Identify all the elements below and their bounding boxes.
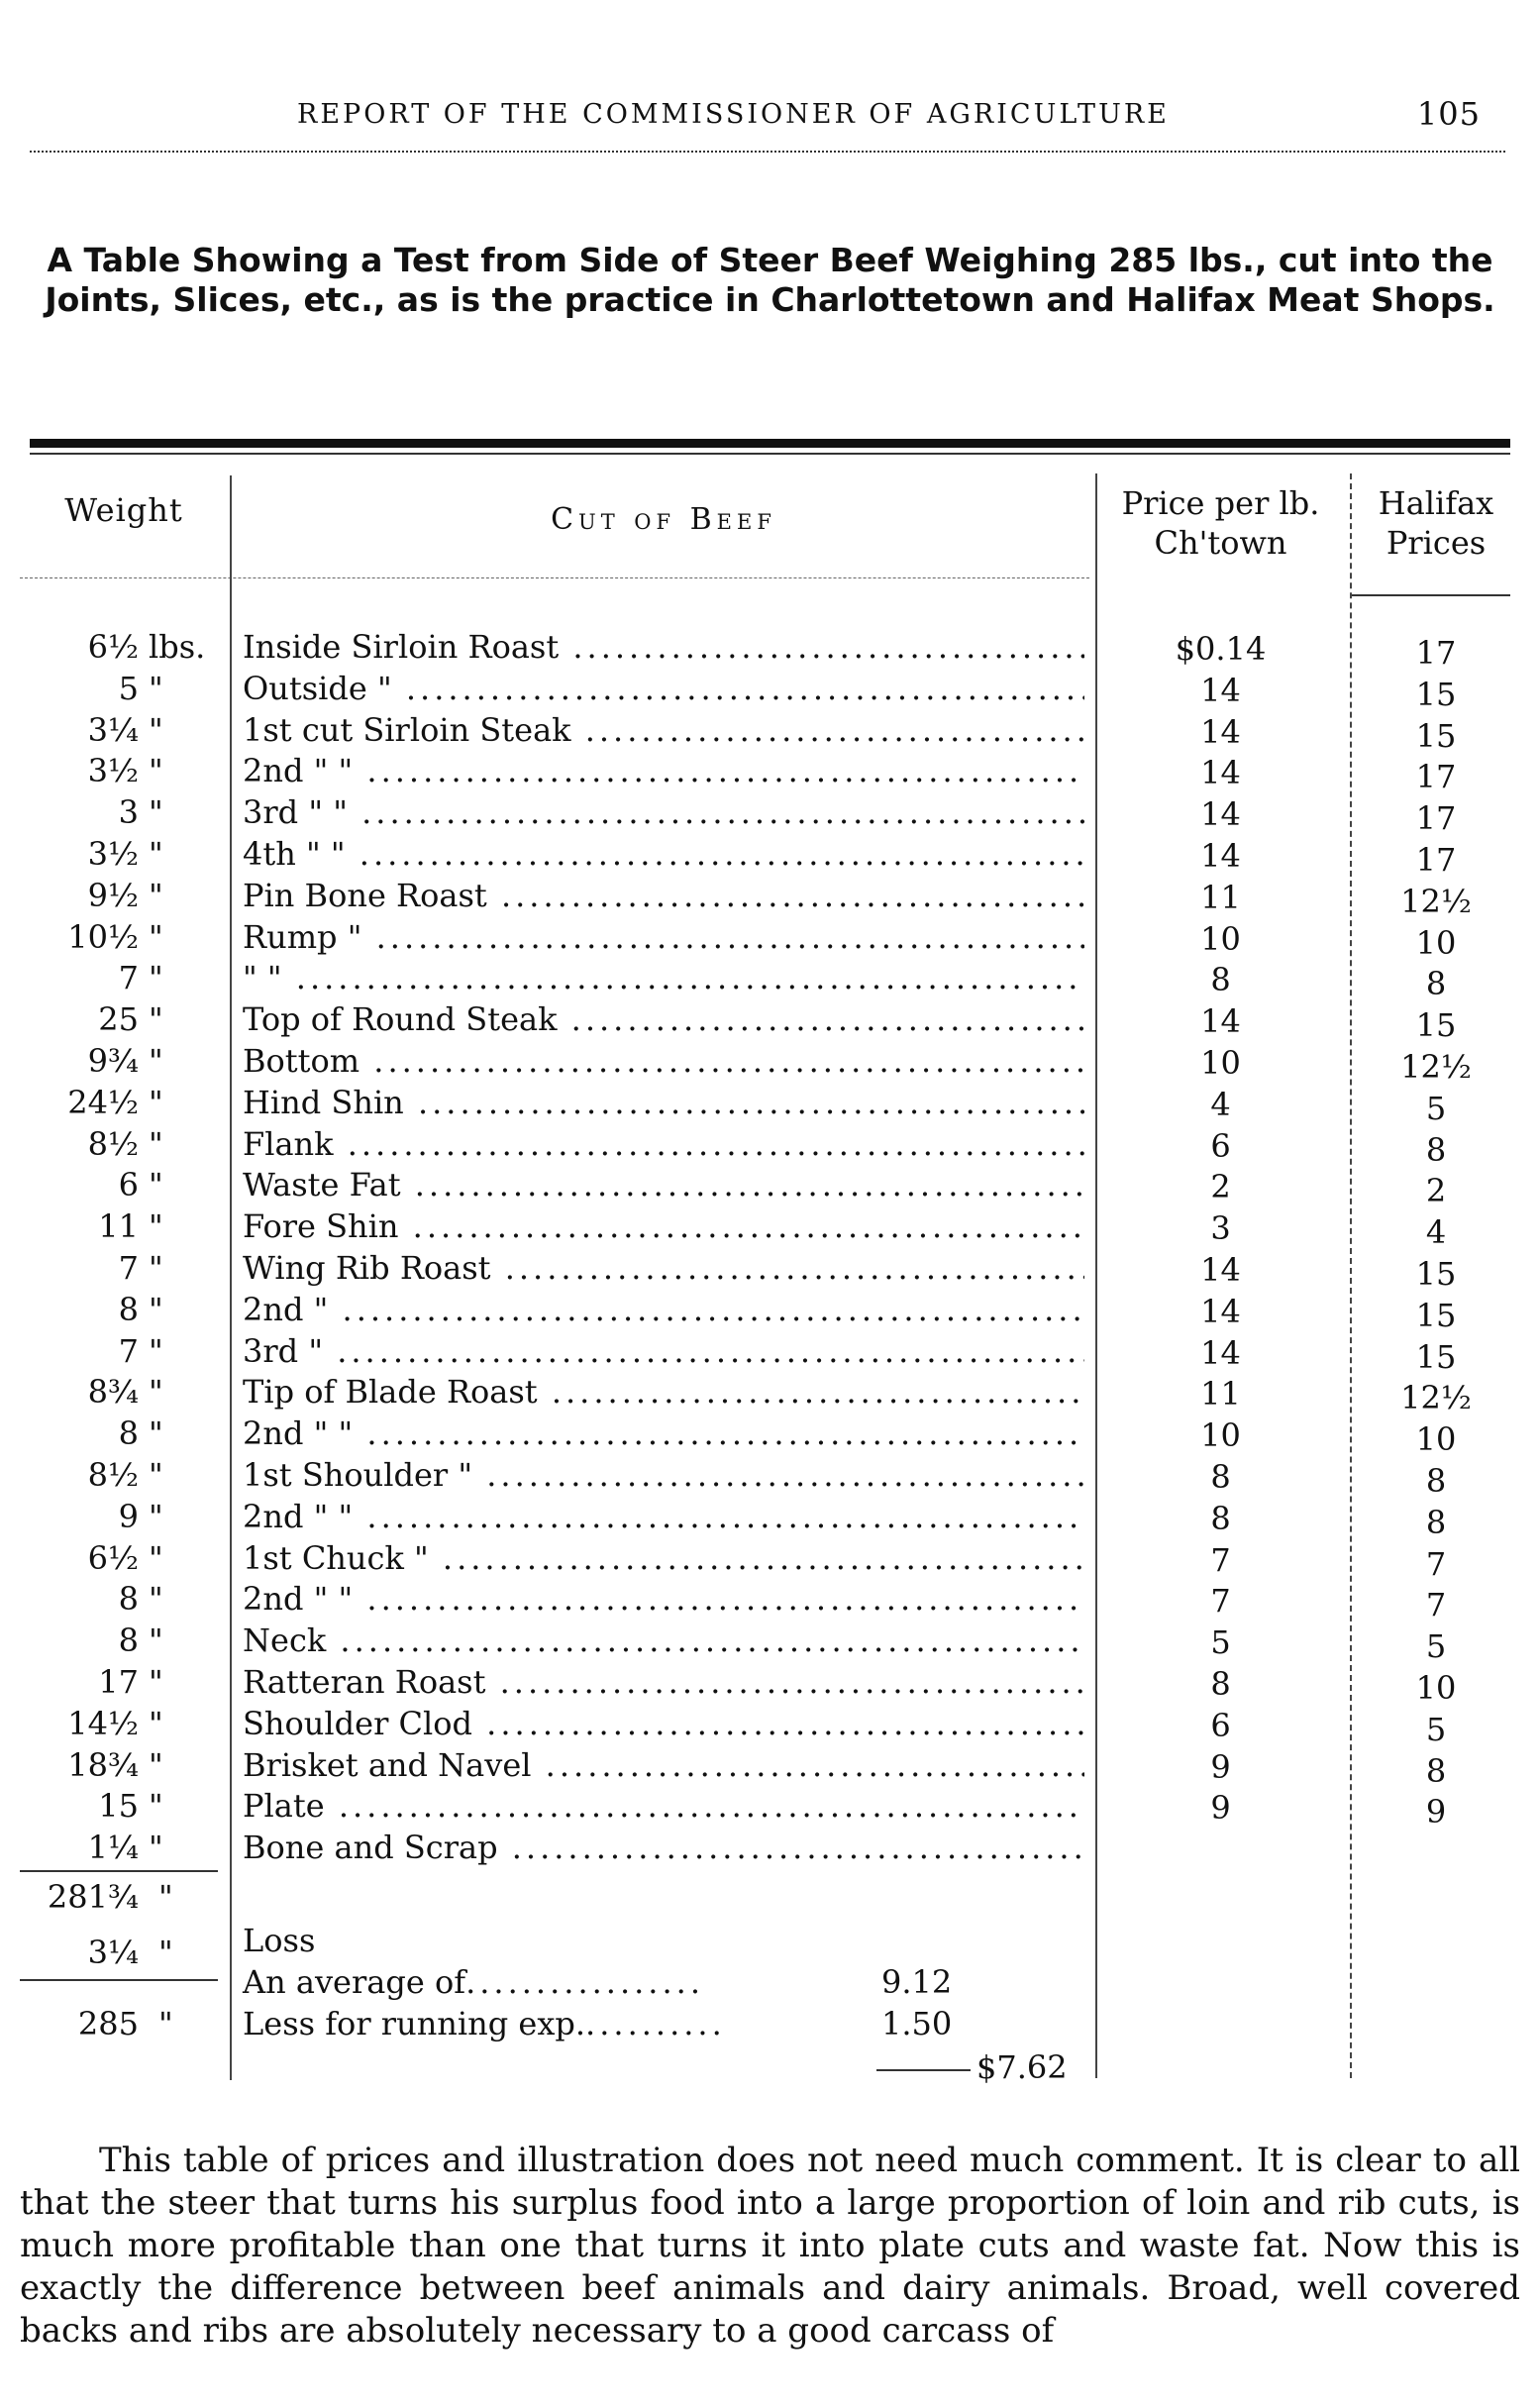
price-cell: 14 <box>1200 1250 1241 1289</box>
total-unit: " <box>158 2005 173 2042</box>
price-cell: 14 <box>1200 795 1241 834</box>
price-cell: 9 <box>1210 1789 1231 1828</box>
halifax-cell: 8 <box>1425 1461 1447 1500</box>
price-cell: 5 <box>1210 1623 1231 1662</box>
weight-cell: 8½ <box>87 1455 139 1494</box>
price-cell: 10 <box>1200 919 1241 958</box>
average-label: An average of................. <box>243 1963 704 2001</box>
unit-cell: " <box>149 1538 163 1577</box>
table-row <box>0 666 1540 713</box>
halifax-cell: 5 <box>1425 1710 1447 1748</box>
table-row <box>0 1494 1540 1541</box>
unit-cell: " <box>149 1745 163 1784</box>
cut-cell: 1st cut Sirloin Steak ..... <box>243 711 1084 749</box>
table-row <box>0 1825 1540 1866</box>
less-value: 1.50 <box>881 2005 953 2042</box>
cut-cell: 1st Shoulder " ..... <box>243 1456 1084 1494</box>
weight-cell: 25 <box>98 1000 139 1039</box>
unit-cell: " <box>149 1290 163 1328</box>
table-row <box>0 1121 1540 1169</box>
halifax-cell: 10 <box>1415 1420 1457 1459</box>
halifax-cell: 15 <box>1415 1337 1457 1376</box>
cut-cell: Brisket and Navel ..... <box>243 1746 1084 1784</box>
column-header-cut: Cut of Beef <box>551 502 776 537</box>
cut-cell: 2nd " " ..... <box>243 1414 1084 1452</box>
cut-cell: Bone and Scrap ..... <box>243 1829 1084 1866</box>
cut-cell: Top of Round Steak ..... <box>243 1000 1084 1038</box>
unit-cell: " <box>149 669 163 707</box>
weight-cell: 3½ <box>87 752 139 790</box>
table-caption: A Table Showing a Test from Side of Steer Beef Weighing 285 lbs., cut into the Joints, Slices, etc., as is the practice in Charlottetown and Halifax Meat Shops. <box>45 241 1495 319</box>
subtotal-rule <box>20 1870 218 1872</box>
table-row <box>0 1369 1540 1417</box>
header-underline-halifax <box>1352 594 1510 596</box>
cut-cell: 2nd " " ..... <box>243 1498 1084 1535</box>
price-cell: 14 <box>1200 754 1241 792</box>
unit-cell: " <box>149 1580 163 1619</box>
halifax-cell: 7 <box>1425 1586 1447 1624</box>
halifax-cell: 17 <box>1415 840 1457 879</box>
unit-cell: " <box>149 1704 163 1742</box>
cut-cell: Shoulder Clod ..... <box>243 1705 1084 1742</box>
price-cell: 4 <box>1210 1085 1231 1123</box>
halifax-cell: 7 <box>1425 1544 1447 1583</box>
weight-cell: 3¼ <box>87 710 139 749</box>
unit-cell: " <box>149 1414 163 1453</box>
unit-cell: " <box>149 793 163 832</box>
header-underline <box>20 577 1089 578</box>
table-row <box>0 1162 1540 1210</box>
price-cell: 11 <box>1200 1375 1241 1413</box>
table-row <box>0 1576 1540 1624</box>
table-row <box>0 624 1540 672</box>
unit-cell: " <box>149 1373 163 1412</box>
table-row <box>0 1038 1540 1086</box>
table-row <box>0 707 1540 755</box>
unit-cell: " <box>149 1248 163 1287</box>
unit-cell: " <box>149 1497 163 1535</box>
weight-cell: 7 <box>118 1248 139 1287</box>
unit-cell: " <box>149 1829 163 1867</box>
weight-cell: 7 <box>118 1331 139 1370</box>
price-cell: 14 <box>1200 1292 1241 1330</box>
weight-cell: 10½ <box>67 917 139 956</box>
column-header-halifax: Halifax Prices <box>1378 484 1494 562</box>
cut-cell: Bottom ..... <box>243 1042 1084 1080</box>
cut-cell: 3rd " " ..... <box>243 793 1084 831</box>
price-cell: 7 <box>1210 1582 1231 1621</box>
weight-cell: 18¾ <box>67 1745 139 1784</box>
price-cell: 2 <box>1210 1168 1231 1206</box>
halifax-cell: 12½ <box>1400 1047 1472 1086</box>
cut-cell: 2nd " " ..... <box>243 1580 1084 1618</box>
price-cell: 14 <box>1200 671 1241 709</box>
unit-cell: " <box>149 752 163 790</box>
loss-weight: 3¼ <box>87 1934 139 1971</box>
price-cell: 14 <box>1200 712 1241 751</box>
table-row <box>0 996 1540 1045</box>
table-row <box>0 1452 1540 1500</box>
halifax-cell: 5 <box>1425 1627 1447 1666</box>
price-cell: 11 <box>1200 878 1241 916</box>
price-cell: 6 <box>1210 1706 1231 1744</box>
halifax-cell: 4 <box>1425 1213 1447 1252</box>
halifax-cell: 17 <box>1415 634 1457 672</box>
price-cell: 8 <box>1210 1499 1231 1537</box>
unit-cell: lbs. <box>149 628 206 666</box>
halifax-cell: 8 <box>1425 965 1447 1003</box>
column-header-price: Price per lb. Ch'town <box>1121 484 1320 562</box>
unit-cell: " <box>149 959 163 997</box>
cut-cell: Tip of Blade Roast ..... <box>243 1373 1084 1411</box>
unit-cell: " <box>149 1166 163 1204</box>
halifax-cell: 17 <box>1415 758 1457 796</box>
cut-cell: Pin Bone Roast ..... <box>243 877 1084 914</box>
table-row <box>0 789 1540 838</box>
cut-cell: Flank ..... <box>243 1125 1084 1163</box>
weight-cell: 15 <box>98 1787 139 1826</box>
weight-cell: 17 <box>98 1662 139 1701</box>
table-row <box>0 1701 1540 1748</box>
table-row <box>0 1742 1540 1790</box>
price-cell: 10 <box>1200 1416 1241 1455</box>
table-body <box>0 624 1540 1866</box>
total-weight: 285 <box>77 2005 139 2042</box>
weight-cell: 8 <box>118 1580 139 1619</box>
weight-cell: 6½ <box>87 1538 139 1577</box>
unit-cell: " <box>149 1331 163 1370</box>
header-rule <box>30 151 1505 153</box>
price-cell: 7 <box>1210 1540 1231 1579</box>
price-cell: 8 <box>1210 1457 1231 1496</box>
halifax-cell: 10 <box>1415 1668 1457 1707</box>
price-cell: 8 <box>1210 961 1231 999</box>
halifax-cell: 15 <box>1415 1254 1457 1293</box>
table-row <box>0 1783 1540 1832</box>
halifax-cell: 15 <box>1415 716 1457 755</box>
cut-cell: " " ..... <box>243 959 1084 996</box>
net-dash <box>876 2069 971 2071</box>
table-row <box>0 1411 1540 1459</box>
table-row <box>0 1204 1540 1252</box>
halifax-cell: 12½ <box>1400 882 1472 920</box>
halifax-cell: 9 <box>1425 1793 1447 1832</box>
unit-cell: " <box>149 1041 163 1080</box>
body-text: This table of prices and illustration does not need much comment. It is clear to all that the steer that turns his surplus food into a large proportion of loin and rib cuts, is much more profitable than one that turns it into plate cuts and waste fat. Now this is exactly the difference between beef animals and dairy animals. Broad, well covered backs and ribs are absolutely necessary to a good carcass of <box>20 2141 1520 2351</box>
weight-cell: 9 <box>118 1497 139 1535</box>
cut-cell: 3rd " ..... <box>243 1332 1084 1370</box>
cut-cell: Outside " ..... <box>243 670 1084 707</box>
weight-cell: 24½ <box>67 1083 139 1121</box>
price-cell: 10 <box>1200 1043 1241 1082</box>
table-row <box>0 1245 1540 1293</box>
halifax-cell: 2 <box>1425 1172 1447 1210</box>
table-top-rule <box>30 439 1510 448</box>
weight-cell: 5 <box>118 669 139 707</box>
column-header-weight: Weight <box>64 491 183 529</box>
halifax-cell: 5 <box>1425 1089 1447 1127</box>
unit-cell: " <box>149 1000 163 1039</box>
unit-cell: " <box>149 710 163 749</box>
weight-cell: 3½ <box>87 834 139 873</box>
body-paragraph <box>20 2140 1520 2353</box>
table-row <box>0 914 1540 962</box>
weight-cell: 8¾ <box>87 1373 139 1412</box>
unit-cell: " <box>149 1083 163 1121</box>
cut-cell: 2nd " ..... <box>243 1291 1084 1328</box>
price-cell: $0.14 <box>1175 630 1267 668</box>
unit-cell: " <box>149 1124 163 1163</box>
cut-cell: Hind Shin ..... <box>243 1084 1084 1121</box>
price-cell: 9 <box>1210 1747 1231 1786</box>
running-header <box>287 91 1481 141</box>
unit-cell: " <box>149 834 163 873</box>
halifax-cell: 15 <box>1415 675 1457 713</box>
halifax-cell: 8 <box>1425 1503 1447 1541</box>
weight-cell: 9½ <box>87 876 139 914</box>
cut-cell: 4th " " ..... <box>243 835 1084 873</box>
table-row <box>0 831 1540 879</box>
weight-cell: 1¼ <box>87 1829 139 1867</box>
table-row <box>0 1287 1540 1334</box>
cut-cell: Rump " ..... <box>243 918 1084 956</box>
cut-cell: Wing Rib Roast ..... <box>243 1249 1084 1287</box>
cut-cell: Ratteran Roast ..... <box>243 1663 1084 1701</box>
table-row <box>0 1535 1540 1583</box>
unit-cell: " <box>149 1207 163 1246</box>
table-row <box>0 1618 1540 1666</box>
table-row <box>0 748 1540 796</box>
weight-cell: 8 <box>118 1622 139 1660</box>
price-cell: 6 <box>1210 1126 1231 1165</box>
weight-cell: 11 <box>98 1207 139 1246</box>
table-row <box>0 873 1540 920</box>
halifax-cell: 17 <box>1415 799 1457 838</box>
halifax-cell: 15 <box>1415 1006 1457 1045</box>
price-cell: 8 <box>1210 1664 1231 1703</box>
cut-cell: Inside Sirloin Roast ..... <box>243 628 1084 666</box>
loss-label: Loss <box>243 1922 316 1959</box>
subtotal-weight: 281¾ <box>47 1878 139 1916</box>
weight-cell: 6½ <box>87 628 139 666</box>
unit-cell: " <box>149 917 163 956</box>
cut-cell: Fore Shin ..... <box>243 1207 1084 1245</box>
price-cell: 14 <box>1200 1333 1241 1372</box>
table-row <box>0 1659 1540 1707</box>
price-cell: 14 <box>1200 1002 1241 1041</box>
unit-cell: " <box>149 1662 163 1701</box>
table-top-rule-thin <box>30 453 1510 455</box>
table-row <box>0 955 1540 1003</box>
weight-cell: 8 <box>118 1290 139 1328</box>
weight-cell: 3 <box>118 793 139 832</box>
subtotal-unit: " <box>158 1878 173 1916</box>
less-label: Less for running exp........... <box>243 2005 726 2042</box>
weight-cell: 7 <box>118 959 139 997</box>
weight-cell: 8½ <box>87 1124 139 1163</box>
cut-cell: 1st Chuck " ..... <box>243 1539 1084 1577</box>
halifax-cell: 8 <box>1425 1751 1447 1790</box>
halifax-cell: 8 <box>1425 1130 1447 1169</box>
net-value: $7.62 <box>876 2048 1068 2086</box>
unit-cell: " <box>149 1622 163 1660</box>
weight-cell: 14½ <box>67 1704 139 1742</box>
loss-unit: " <box>158 1934 173 1971</box>
unit-cell: " <box>149 1787 163 1826</box>
price-cell: 14 <box>1200 836 1241 875</box>
table-row <box>0 1328 1540 1376</box>
weight-cell: 6 <box>118 1166 139 1204</box>
cut-cell: Waste Fat ..... <box>243 1166 1084 1204</box>
page-number: 105 <box>1416 95 1481 133</box>
unit-cell: " <box>149 1455 163 1494</box>
weight-cell: 9¾ <box>87 1041 139 1080</box>
halifax-cell: 12½ <box>1400 1379 1472 1417</box>
weight-cell: 8 <box>118 1414 139 1453</box>
cut-cell: 2nd " " ..... <box>243 752 1084 789</box>
price-cell: 3 <box>1210 1209 1231 1248</box>
halifax-cell: 15 <box>1415 1296 1457 1334</box>
total-rule <box>20 1979 218 1981</box>
cut-cell: Plate ..... <box>243 1787 1084 1825</box>
table-row <box>0 1080 1540 1127</box>
average-value: 9.12 <box>881 1963 953 2001</box>
cut-cell: Neck ..... <box>243 1622 1084 1659</box>
halifax-cell: 10 <box>1415 923 1457 962</box>
running-title: REPORT OF THE COMMISSIONER OF AGRICULTURE <box>297 99 1170 130</box>
unit-cell: " <box>149 876 163 914</box>
